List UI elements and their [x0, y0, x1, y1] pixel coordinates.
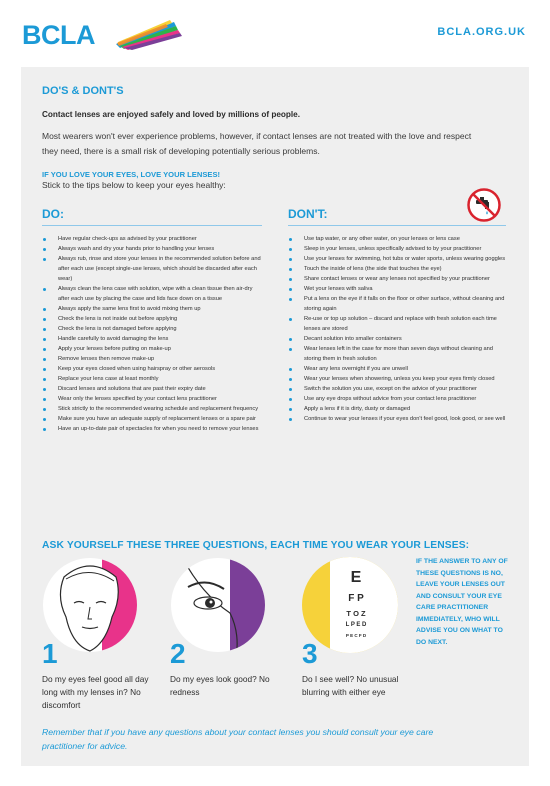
dont-item: Wet your lenses with saliva [288, 284, 506, 294]
do-item: Apply your lenses before putting on make-up [42, 344, 262, 354]
do-item: Make sure you have an adequate supply of replacement lenses or a spare pair [42, 414, 262, 424]
dont-item: Put a lens on the eye if it falls on the floor or other surface, without cleaning and storing again [288, 294, 506, 314]
dont-item: Wear any lens overnight if you are unwell [288, 364, 506, 374]
intro-body: Most wearers won't ever experience problems, however, if contact lenses are not treated with the love and respect they need, there is a small risk of developing potentially serious problems. [42, 131, 472, 156]
eye-chart-row: L P E D [345, 622, 367, 628]
do-item: Remove lenses then remove make-up [42, 354, 262, 364]
eye-chart-card [330, 557, 398, 653]
eye-chart-row: F P [348, 593, 364, 604]
question-text: Do my eyes look good? No redness [170, 674, 270, 697]
slogan: IF YOU LOVE YOUR EYES, LOVE YOUR LENSES! [42, 170, 221, 179]
question-number: 2 [170, 638, 186, 669]
dont-list [288, 234, 506, 424]
do-item: Keep your eyes closed when using hairspray or other aerosols [42, 364, 262, 374]
do-item: Always clean the lens case with solution, wipe with a clean tissue then air-dry after each use by placing the case and lids face down on a tissue [42, 284, 262, 304]
page-header [0, 0, 550, 66]
do-item: Always apply the same lens first to avoid mixing them up [42, 304, 262, 314]
dont-item: Use any eye drops without advice from your contact lens practitioner [288, 394, 506, 404]
do-item: Have an up-to-date pair of spectacles for when you need to remove your lenses [42, 424, 262, 434]
bcla-logo[interactable] [22, 18, 172, 50]
questions-title: ASK YOURSELF THESE THREE QUESTIONS, EACH TIME YOU WEAR YOUR LENSES: [42, 540, 470, 551]
instruction-text: Stick to the tips below to keep your eyes healthy: [42, 180, 226, 190]
page-title: DO'S & DONT'S [42, 85, 124, 97]
do-list [42, 234, 262, 434]
dont-item: Wear lenses left in the case for more than seven days without cleaning and storing them in fresh solution [288, 344, 506, 364]
dont-item: Use tap water, or any other water, on your lenses or lens case [288, 234, 506, 244]
intro-lead: Contact lenses are enjoyed safely and loved by millions of people. [42, 110, 300, 119]
question-number: 3 [302, 638, 318, 669]
do-item: Have regular check-ups as advised by your practitioner [42, 234, 262, 244]
dont-item: Wear your lenses when showering, unless you keep your eyes firmly closed [288, 374, 506, 384]
dont-item: Re-use or top up solution – discard and replace with fresh solution each time lenses are stored [288, 314, 506, 334]
no-tap-water-icon [467, 188, 501, 222]
eye-chart-row: P E C F D [345, 633, 367, 638]
dont-item: Decant solution into smaller containers [288, 334, 506, 344]
dont-item: Sleep in your lenses, unless specifically advised to by your practitioner [288, 244, 506, 254]
do-item: Handle carefully to avoid damaging the lens [42, 334, 262, 344]
do-item: Stick strictly to the recommended wearing schedule and replacement frequency [42, 404, 262, 414]
do-item: Check the lens is not damaged before applying [42, 324, 262, 334]
do-item: Always wash and dry your hands prior to handling your lenses [42, 244, 262, 254]
do-item: Check the lens is not inside out before applying [42, 314, 262, 324]
question-text: Do my eyes feel good all day long with my lenses in? No discomfort [42, 674, 149, 710]
dont-heading: DON'T: [288, 207, 328, 221]
eye-chart-row: E [350, 569, 362, 586]
footer-remember-note: Remember that if you have any questions about your contact lenses you should consult your eye care practitioner for advice. [42, 727, 434, 751]
answer-advice-note: IF THE ANSWER TO ANY OF THESE QUESTIONS IS NO, LEAVE YOUR LENSES OUT AND CONSULT YOUR EYE CARE PRACTITIONER IMMEDIATELY, WHO WILL ADVISE YOU ON WHAT TO DO NEXT. [416, 558, 508, 646]
dont-item: Share contact lenses or wear any lenses not specified by your practitioner [288, 274, 506, 284]
dont-item: Continue to wear your lenses if your eyes don't feel good, look good, or see well [288, 414, 506, 424]
rainbow-swoosh-icon [114, 18, 184, 50]
do-item: Replace your lens case at least monthly [42, 374, 262, 384]
dont-item: Use your lenses for swimming, hot tubs or water sports, unless wearing goggles [288, 254, 506, 264]
do-divider [42, 225, 262, 226]
do-item: Discard lenses and solutions that are past their expiry date [42, 384, 262, 394]
site-url-link[interactable]: BCLA.ORG.UK [437, 26, 526, 38]
do-heading: DO: [42, 207, 64, 221]
question-number: 1 [42, 638, 58, 669]
dont-item: Touch the inside of lens (the side that touches the eye) [288, 264, 506, 274]
eye-chart-row: T O Z [346, 609, 366, 618]
logo-text: BCLA [22, 20, 95, 50]
question-text: Do I see well? No unusual blurring with either eye [302, 674, 399, 697]
dont-item: Switch the solution you use, except on the advice of your practitioner [288, 384, 506, 394]
dont-item: Apply a lens if it is dirty, dusty or damaged [288, 404, 506, 414]
do-item: Always rub, rinse and store your lenses in the recommended solution before and after each use (except single-use lenses, which should be discarded after each wear) [42, 254, 262, 284]
do-item: Wear only the lenses specified by your contact lens practitioner [42, 394, 262, 404]
dont-divider [288, 225, 506, 226]
